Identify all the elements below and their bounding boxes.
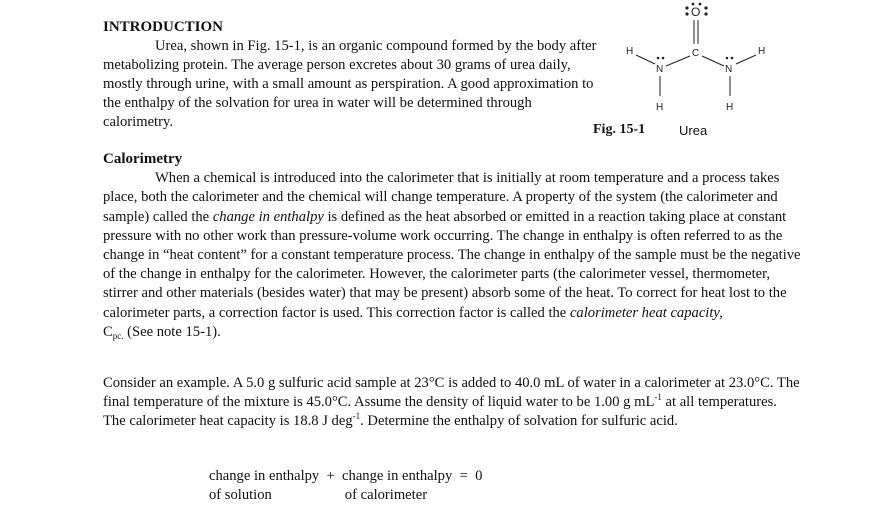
example-superscript-1: -1 (654, 392, 662, 403)
urea-structure-diagram (612, 0, 782, 124)
introduction-heading: INTRODUCTION (103, 19, 224, 35)
cpc-symbol: C (103, 323, 113, 340)
introduction-section (103, 18, 603, 132)
example-text-3: . Determine the enthalpy of solvation for sulfuric acid. (360, 413, 678, 430)
enthalpy-equation (209, 467, 482, 505)
example-text-1: Consider an example. A 5.0 g sulfuric acid sample at 23°C is added to 40.0 mL of water in a calorimeter at 23.0°C. The final temperature of the mixture is 45.0°C. Assume the density of liquid water to be 1.00 g mL (103, 375, 800, 411)
n-h-bond (636, 55, 655, 64)
calorimetry-paragraph (103, 169, 803, 342)
nitrogen-atom-left: N (656, 64, 664, 75)
hydrogen-atom: H (726, 102, 734, 113)
o-lone-pair-dot (685, 12, 688, 15)
o-lone-pair-dot (704, 12, 707, 15)
n-lone-pair-dot (657, 57, 660, 60)
example-superscript-2: -1 (352, 411, 361, 422)
example-paragraph (103, 374, 803, 432)
hydrogen-atom: H (626, 46, 634, 57)
n-lone-pair-dot (726, 57, 729, 60)
c-n-bond-left (666, 56, 690, 66)
oxygen-atom: O (691, 5, 701, 19)
calorimetry-section (103, 150, 803, 342)
carbon-atom: C (692, 48, 700, 59)
calorimeter-heat-capacity-term: calorimeter heat capacity, (569, 304, 723, 321)
calorimetry-text-1: When a chemical is introduced into the calorimeter that is initially at room temperature and a process takes place, both the calorimeter and the chemical will change temperature. A property of the system (the calorimeter and sample) called the (103, 170, 780, 225)
equation-line-1: change in enthalpy + change in enthalpy = 0 (209, 468, 483, 484)
example-section (103, 374, 803, 432)
figure-name: Urea (679, 123, 708, 138)
calorimetry-heading: Calorimetry (103, 151, 183, 167)
hydrogen-atom: H (758, 46, 766, 57)
equation-line-2: of solution of calorimeter (209, 487, 428, 503)
o-lone-pair-dot (704, 6, 707, 9)
change-in-enthalpy-term: change in enthalpy (212, 208, 324, 225)
n-h-bond (736, 55, 756, 64)
n-lone-pair-dot (662, 57, 665, 60)
cpc-subscript: pc. (112, 330, 124, 341)
figure-caption: Fig. 15-1 (593, 122, 646, 137)
calorimetry-text-3: (See note 15-1). (123, 323, 221, 340)
o-lone-pair-dot (685, 6, 688, 9)
c-n-bond-right (702, 56, 724, 66)
n-lone-pair-dot (731, 57, 734, 60)
introduction-paragraph: Urea, shown in Fig. 15-1, is an organic compound formed by the body after metabolizing protein. The average person excretes about 30 grams of urea daily, mostly through urine, with a small amount as perspiration. A good approximation to the enthalpy of the solvation for urea in water will be determined through calorimetry. (103, 38, 597, 130)
example-text-2: at all temperatures. The calorimeter heat capacity is 18.8 J deg (103, 394, 777, 430)
calorimetry-text-2: is defined as the heat absorbed or emitted in a reaction taking place at constant pressure with no other work than pressure-volume work occurring. The change in enthalpy is often referred to as the change in “heat content” for a constant temperature process. The change in enthalpy of the sample must be the negative of the change in enthalpy for the calorimeter. However, the calorimeter parts (the calorimeter vessel, thermometer, stirrer and other materials (besides water) that may be present) absorb some of the heat. To correct for heat lost to the calorimeter parts, a correction factor is used. This correction factor is called the (103, 208, 801, 321)
hydrogen-atom: H (656, 102, 664, 113)
nitrogen-atom-right: N (725, 64, 733, 75)
